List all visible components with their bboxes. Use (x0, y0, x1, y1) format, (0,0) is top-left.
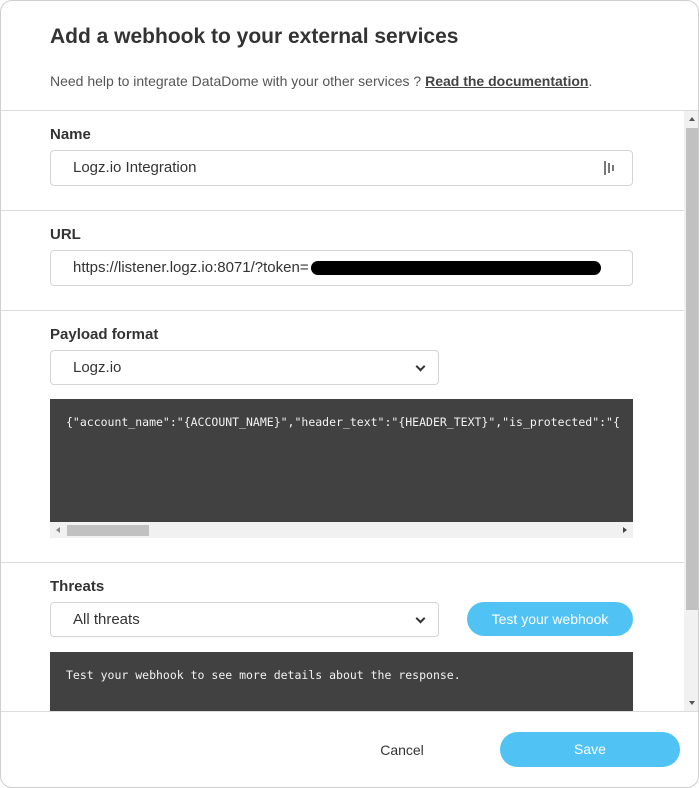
form-vertical-scrollbar[interactable] (684, 111, 699, 711)
threats-select[interactable] (50, 602, 439, 637)
subtitle-text: Need help to integrate DataDome with your other services ? (50, 73, 426, 89)
scroll-right-arrow-icon[interactable] (623, 527, 627, 533)
payload-format-label: Payload format (50, 326, 159, 343)
password-manager-icon[interactable] (604, 161, 616, 175)
name-input-value: Logz.io Integration (73, 159, 197, 176)
payload-horizontal-scrollbar[interactable] (50, 522, 633, 538)
documentation-link[interactable]: Read the documentation (425, 73, 589, 89)
subtitle-suffix: . (588, 73, 593, 89)
payload-format-value: Logz.io (73, 359, 122, 376)
threats-section (1, 563, 684, 711)
scrollbar-thumb[interactable] (67, 525, 149, 536)
modal-footer (1, 711, 699, 788)
modal-subtitle (50, 73, 592, 89)
payload-code-editor[interactable] (50, 399, 633, 522)
save-button[interactable]: Save (500, 732, 680, 767)
webhook-response-panel (50, 652, 633, 711)
scroll-left-arrow-icon[interactable] (56, 527, 60, 533)
chevron-down-icon (416, 362, 426, 372)
redacted-token (311, 261, 601, 275)
test-webhook-button[interactable]: Test your webhook (467, 602, 633, 636)
url-input[interactable] (50, 250, 633, 286)
url-input-value: https://listener.logz.io:8071/?token= (73, 259, 309, 276)
threats-select-value: All threats (73, 611, 140, 628)
name-section (1, 111, 684, 211)
modal-header (1, 1, 699, 111)
url-label: URL (50, 226, 81, 243)
name-label: Name (50, 126, 91, 143)
payload-section (1, 311, 684, 563)
cancel-button[interactable]: Cancel (380, 742, 424, 758)
scroll-up-arrow-icon[interactable] (689, 117, 695, 121)
scroll-down-arrow-icon[interactable] (689, 701, 695, 705)
webhook-response-text: Test your webhook to see more details about the response. (66, 668, 461, 682)
form-scroll-area[interactable] (1, 111, 684, 711)
modal-title: Add a webhook to your external services (50, 25, 459, 48)
name-input[interactable] (50, 150, 633, 186)
payload-code-text: {"account_name":"{ACCOUNT_NAME}","header_text":"{HEADER_TEXT}","is_protected":"{ (66, 415, 620, 429)
payload-format-select[interactable] (50, 350, 439, 385)
chevron-down-icon (416, 614, 426, 624)
scrollbar-thumb[interactable] (686, 128, 698, 610)
url-section (1, 211, 684, 311)
threats-label: Threats (50, 578, 105, 595)
